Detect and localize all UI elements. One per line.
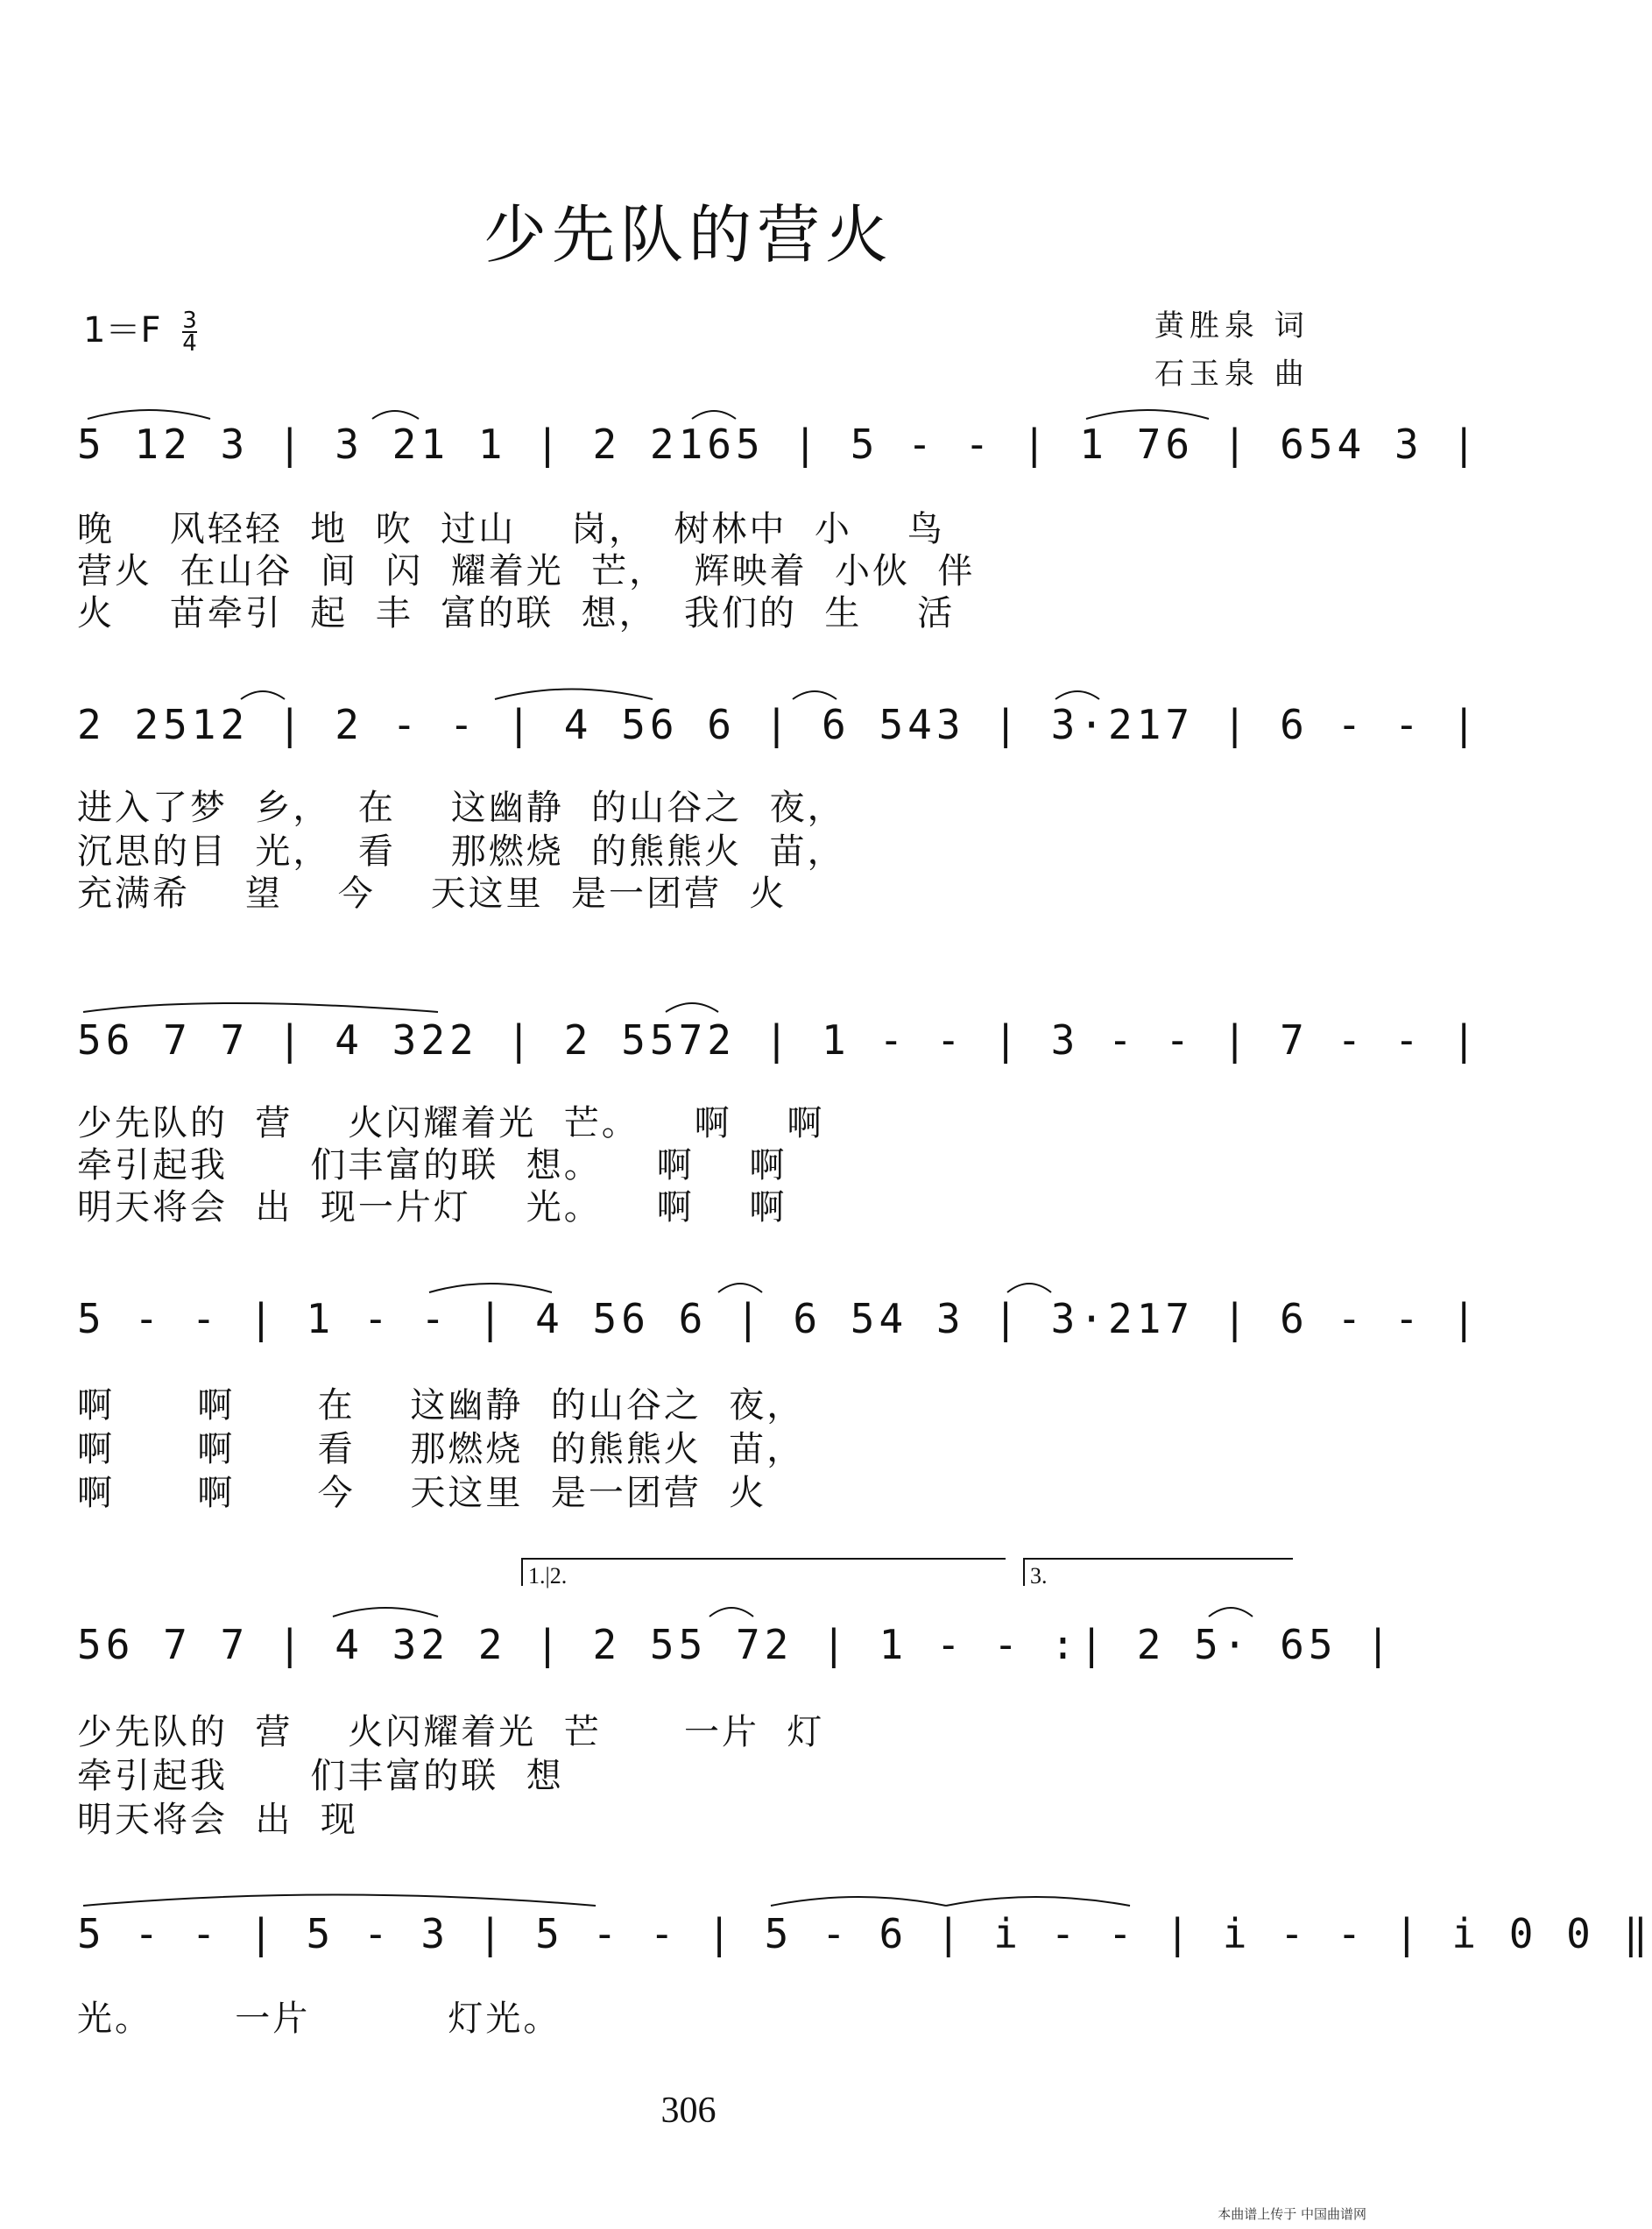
slur — [1055, 691, 1099, 699]
notation-line-2: 2 2512 | 2 - - | 4 56 6 | 6 543 | 3·217 | 6 - - | — [77, 701, 1481, 748]
slur — [429, 1284, 552, 1292]
lyric-line-2-verse-1: 进入了梦 乡， 在 这幽静 的山谷之 夜， — [77, 788, 845, 828]
page-number: 306 — [660, 2091, 717, 2131]
slur — [946, 1897, 1130, 1906]
footer-credit: 本曲谱上传于 中国曲谱网 — [1218, 2206, 1366, 2222]
lyric-line-6-verse-1: 光。 一片 灯光。 — [77, 1999, 561, 2039]
key-label: 1＝F — [83, 310, 161, 350]
lyric-line-1-verse-3: 火 苗牵引 起 丰 富的联 想， 我们的 生 活 — [77, 593, 956, 633]
slur — [88, 410, 210, 419]
slur — [771, 1897, 946, 1906]
slur — [1209, 1608, 1253, 1617]
slur — [241, 691, 285, 699]
notation-line-3: 56 7 7 | 4 322 | 2 5572 | 1 - - | 3 - - | 7 - - | — [77, 1016, 1481, 1064]
lyric-line-5-verse-3: 明天将会 出 现 — [77, 1800, 358, 1840]
lyricist: 黄胜泉 词 — [1154, 308, 1310, 343]
time-numerator: 3 — [182, 308, 197, 334]
song-title: 少先队的营火 — [483, 198, 893, 272]
lyric-line-3-verse-3: 明天将会 出 现一片灯 光。 啊 啊 — [77, 1187, 787, 1228]
slur — [666, 1003, 718, 1012]
lyric-line-4-verse-3: 啊 啊 今 天这里 是一团营 火 — [77, 1473, 767, 1513]
third-ending-bracket: 3. — [1023, 1558, 1293, 1586]
slur — [372, 411, 419, 419]
lyric-line-4-verse-1: 啊 啊 在 这幽静 的山谷之 夜， — [77, 1385, 805, 1426]
lyric-line-2-verse-3: 充满希 望 今 天这里 是一团营 火 — [77, 874, 787, 914]
slur — [333, 1608, 438, 1617]
notation-line-5: 56 7 7 | 4 32 2 | 2 55 72 | 1 - - :| 2 5· 65 | — [77, 1621, 1394, 1668]
lyric-line-4-verse-2: 啊 啊 看 那燃烧 的熊熊火 苗， — [77, 1429, 805, 1469]
notation-line-4: 5 - - | 1 - - | 4 56 6 | 6 54 3 | 3·217 | 6 - - | — [77, 1295, 1481, 1342]
lyric-line-1-verse-1: 晚 风轻轻 地 吹 过山 岗， 树林中 小 鸟 — [77, 509, 945, 549]
slur — [83, 1003, 438, 1012]
composer: 石玉泉 曲 — [1154, 357, 1310, 392]
lyric-line-5-verse-2: 牵引起我 们丰富的联 想 — [77, 1756, 564, 1796]
slur — [692, 411, 736, 419]
lyric-line-3-verse-2: 牵引起我 们丰富的联 想。 啊 啊 — [77, 1145, 787, 1185]
notation-line-1: 5 12 3 | 3 21 1 | 2 2165 | 5 - - | 1 76 | 654 3 | — [77, 421, 1481, 468]
time-denominator: 4 — [182, 330, 197, 357]
slur — [1007, 1284, 1051, 1292]
slur — [710, 1608, 753, 1617]
lyric-line-3-verse-1: 少先队的 营 火闪耀着光 芒。 啊 啊 — [77, 1103, 825, 1143]
lyric-line-5-verse-1: 少先队的 营 火闪耀着光 芒 一片 灯 — [77, 1712, 825, 1752]
first-second-ending-bracket: 1.|2. — [521, 1558, 1006, 1586]
lyric-line-2-verse-2: 沉思的目 光， 看 那燃烧 的熊熊火 苗， — [77, 831, 845, 872]
slur — [1086, 410, 1209, 419]
slur — [83, 1895, 596, 1907]
notation-line-6: 5 - - | 5 - 3 | 5 - - | 5 - 6 | i - - | i - - | i 0 0 ‖ — [77, 1910, 1652, 1957]
slur — [793, 691, 837, 699]
lyric-line-1-verse-2: 营火 在山谷 间 闪 耀着光 芒， 辉映着 小伙 伴 — [77, 551, 976, 591]
slur — [495, 690, 653, 700]
slur — [718, 1284, 762, 1292]
